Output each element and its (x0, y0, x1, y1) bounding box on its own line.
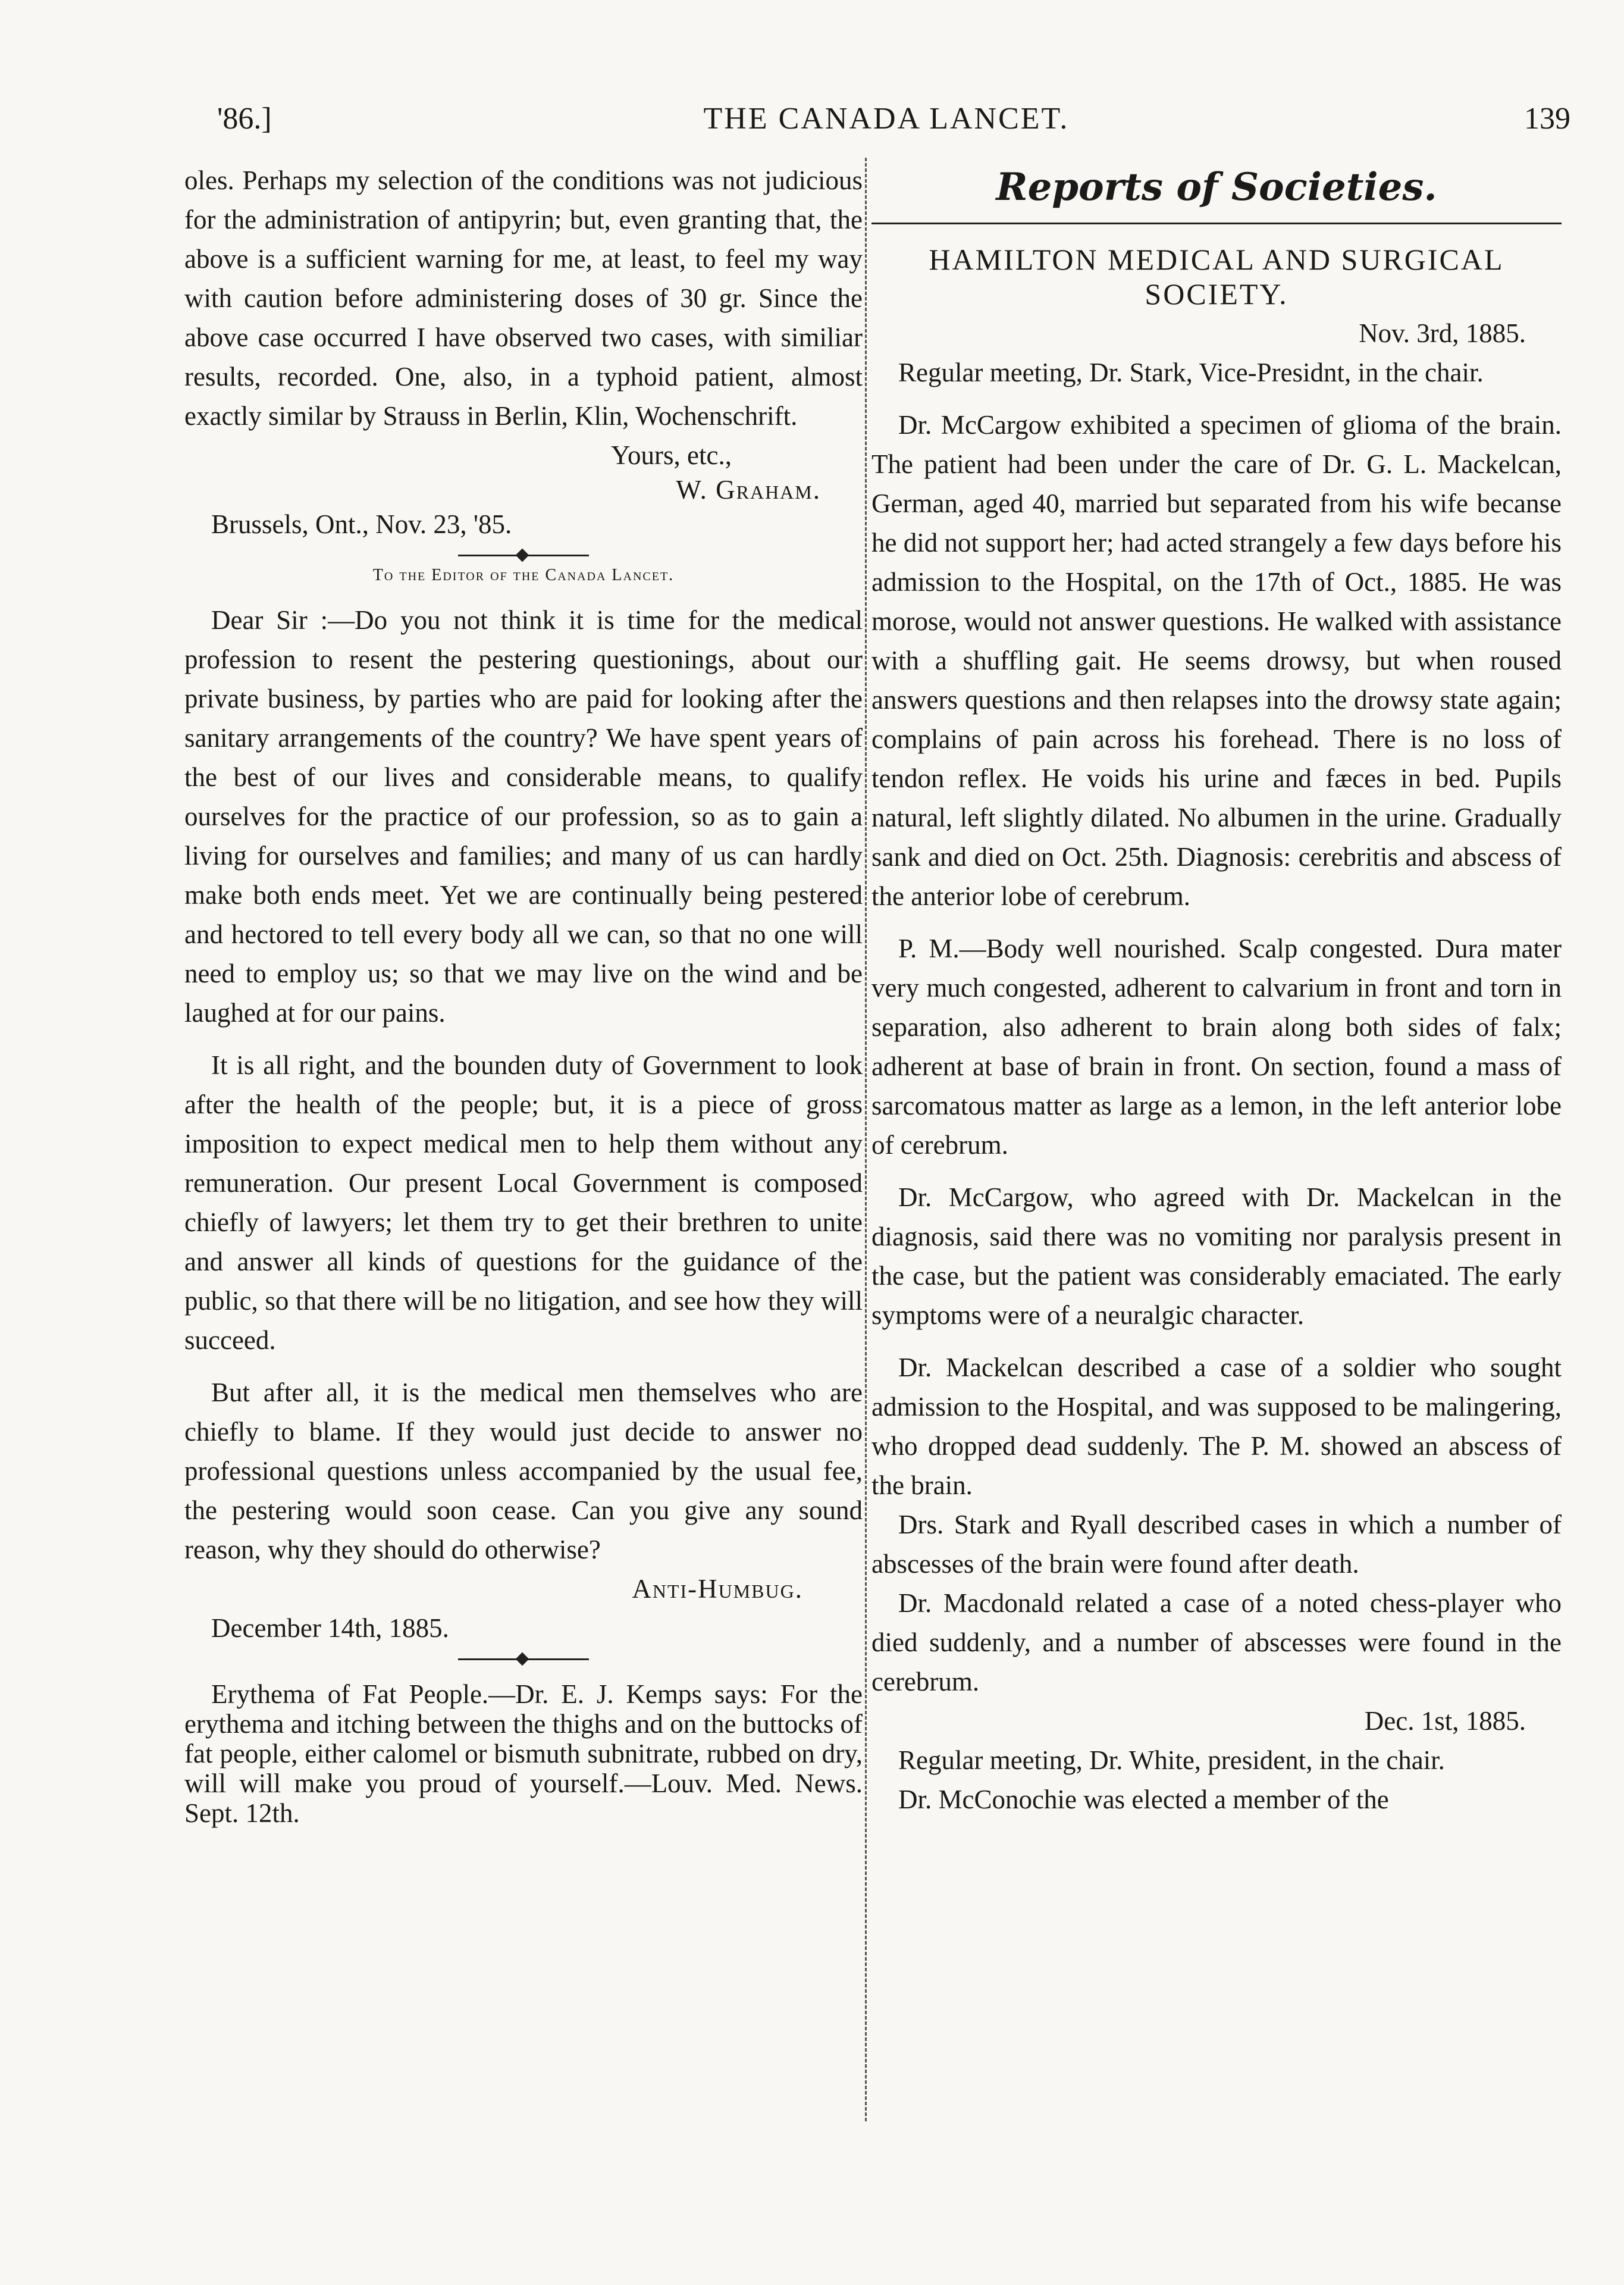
letter-place-date: Brussels, Ont., Nov. 23, '85. (211, 509, 512, 539)
letter-date: December 14th, 1885. (211, 1613, 449, 1643)
article-continuation: oles. Perhaps my selection of the conditions was not judicious for the administration of antipyrin; but, even granting that, the above is a sufficient warning for me, at least, to feel my way with caution before administering doses of 30 gr. Since the above case occurred I have observed two cases, with similiar results, recorded. One, also, in a typhoid patient, almost exactly similar by Strauss in Berlin, Klin, Wochenschrift. (184, 165, 863, 431)
report-paragraph: Dr. McConochie was elected a member of the (898, 1785, 1389, 1814)
meeting-date: Dec. 1st, 1885. (1364, 1706, 1526, 1736)
letter-paragraph: It is all right, and the bounden duty of Government to look after the health of the people; but, it is a piece of gross imposition to expect medical men to help them without any remuneration. Our present Local Government is composed chiefly of lawyers; let them try to get their brethren to unite and answer all kinds of questions for the guidance of the public, so that there will be no litigation, and see how they will succeed. (184, 1050, 863, 1355)
report-paragraph: Regular meeting, Dr. Stark, Vice-Presidnt, in the chair. (898, 358, 1484, 387)
left-column (184, 161, 863, 1828)
meeting-date: Nov. 3rd, 1885. (1359, 318, 1526, 348)
society-name: HAMILTON MEDICAL AND SURGICAL SOCIETY. (929, 243, 1504, 311)
volume-marker: '86.] (217, 102, 272, 136)
report-paragraph: Dr. McCargow, who agreed with Dr. Mackelcan in the diagnosis, said there was no vomiting nor paralysis present in the case, but the patient was considerably emaciated. The early symptoms were of a neuralgic character. (871, 1182, 1562, 1330)
report-paragraph: P. M.—Body well nourished. Scalp congested. Dura mater very much congested, adherent to calvarium in front and torn in separation, also adherent to brain along both sides of falx; adherent at base of brain in front. On section, found a mass of sarcomatous matter as large as a lemon, in the left anterior lobe of cerebrum. (871, 934, 1562, 1160)
letter-signature: Anti-Humbug. (632, 1574, 803, 1604)
author-signature: W. Graham. (676, 475, 821, 505)
report-paragraph: Dr. McCargow exhibited a specimen of glioma of the brain. The patient had been under the care of Dr. G. L. Mackelcan, German, aged 40, married but separated from his wife becanse he did not support her; had acted strangely a few days before his admission to the Hospital, on the 17th of Oct., 1885. He was morose, would not answer questions. He walked with assistance with a shuffling gait. He seems drowsy, but when roused answers questions and then relapses into the drowsy state again; complains of pain across his forehead. There is no loss of tendon reflex. He voids his urine and fæces in bed. Pupils natural, left slightly dilated. No albumen in the urine. Gradually sank and died on Oct. 25th. Diagnosis: cerebritis and abscess of the anterior lobe of cerebrum. (871, 410, 1562, 911)
letter-heading: To the Editor of the Canada Lancet. (372, 566, 675, 584)
report-paragraph: Dr. Macdonald related a case of a noted chess-player who died suddenly, and a number of abscesses were found in the cerebrum. (871, 1588, 1562, 1696)
title-rule (871, 223, 1562, 224)
page-number: 139 (1524, 102, 1570, 136)
column-divider (865, 158, 867, 2121)
report-paragraph: Drs. Stark and Ryall described cases in which a number of abscesses of the brain were found after death. (871, 1510, 1562, 1579)
closing-salutation: Yours, etc., (611, 440, 732, 470)
report-paragraph: Regular meeting, Dr. White, president, in the chair. (898, 1745, 1445, 1775)
section-title: Reports of Societies. (996, 165, 1437, 209)
letter-paragraph: Dear Sir :—Do you not think it is time for the medical profession to resent the pestering questionings, about our private business, by parties who are paid for looking after the sanitary arrangements of the country? We have spent years of the best of our lives and considerable means, to qualify ourselves for the practice of our profession, so as to gain a living for ourselves and families; and many of us can hardly make both ends meet. Yet we are continually being pestered and hectored to tell every body all we can, so that no one will need to employ us; so that we may live on the wind and be laughed at for our pains. (184, 605, 863, 1028)
section-ornament (458, 555, 589, 559)
letter-paragraph: But after all, it is the medical men themselves who are chiefly to blame. If they would just decide to answer no professional questions unless accompanied by the usual fee, the pestering would soon cease. Can you give any sound reason, why they should do otherwise? (184, 1378, 863, 1564)
right-column (871, 161, 1562, 1819)
erythema-note: Erythema of Fat People.—Dr. E. J. Kemps says: For the erythema and itching between the thighs and on the buttocks of fat people, either calomel or bismuth subnitrate, rubbed on dry, will will make you proud of yourself.—Louv. Med. News. Sept. 12th. (184, 1679, 863, 1828)
section-ornament (458, 1658, 589, 1663)
journal-title: THE CANADA LANCET. (703, 102, 1070, 136)
report-paragraph: Dr. Mackelcan described a case of a soldier who sought admission to the Hospital, and was supposed to be malingering, who dropped dead suddenly. The P. M. showed an abscess of the brain. (871, 1353, 1562, 1500)
running-header (202, 101, 1570, 149)
